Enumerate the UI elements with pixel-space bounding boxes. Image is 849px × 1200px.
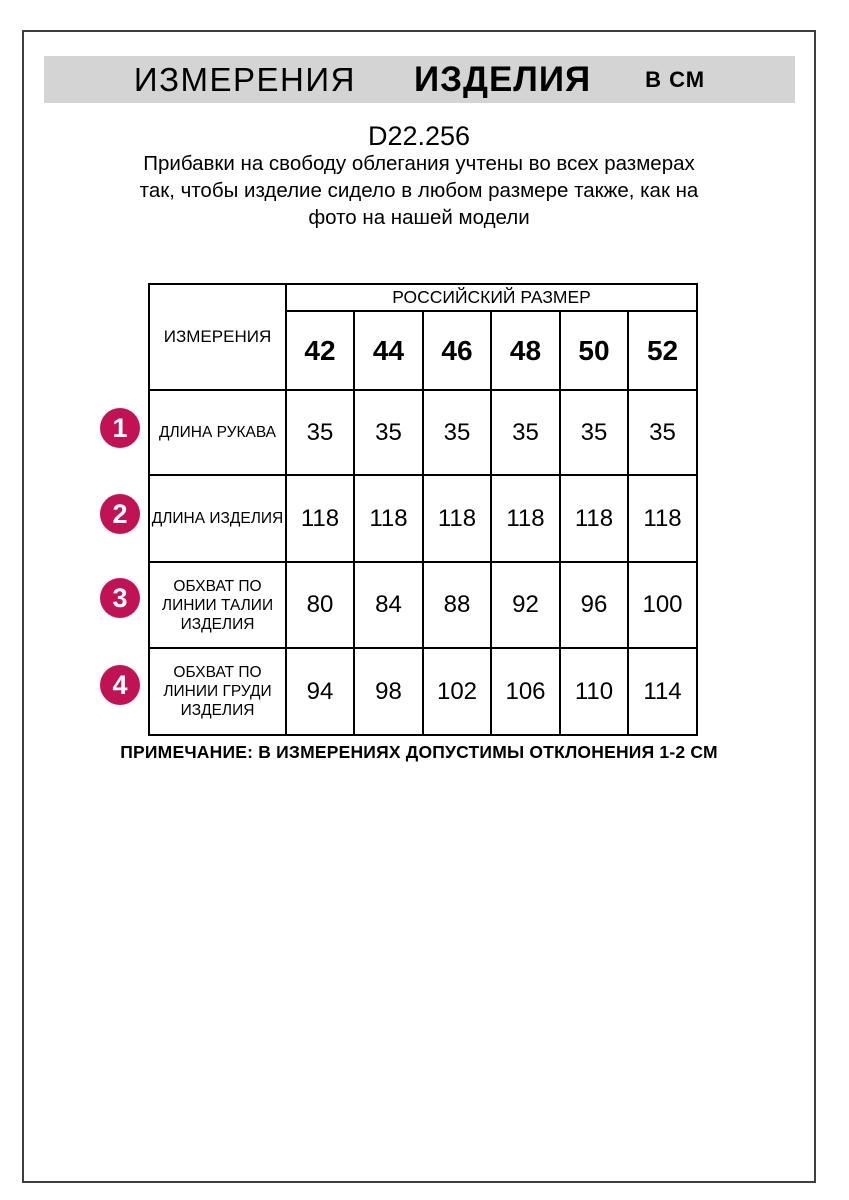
table-group-header: РОССИЙСКИЙ РАЗМЕР — [286, 284, 697, 311]
size-header-50: 50 — [560, 311, 628, 390]
table-cell: 35 — [560, 390, 628, 475]
table-cell: 118 — [628, 475, 697, 562]
row-marker-number: 3 — [112, 582, 128, 613]
table-row — [149, 648, 697, 735]
table-cell: 88 — [423, 562, 491, 648]
title-word-product: ИЗДЕЛИЯ — [413, 59, 592, 99]
row-label-chest-girth: ОБХВАТ ПО ЛИНИИ ГРУДИ ИЗДЕЛИЯ — [149, 648, 286, 735]
title-unit-cm: В СМ — [645, 66, 706, 92]
size-header-44: 44 — [354, 311, 423, 390]
title-word-measurements: ИЗМЕРЕНИЯ — [133, 60, 356, 98]
table-cell: 118 — [491, 475, 560, 562]
fit-description-line: так, чтобы изделие сидело в любом размере также, как на — [139, 179, 699, 202]
row-marker-number: 4 — [112, 669, 128, 700]
table-cell: 114 — [628, 648, 697, 735]
table-row — [149, 390, 697, 475]
row-marker-badge-1 — [100, 408, 140, 448]
size-header-42: 42 — [286, 311, 354, 390]
table-cell: 84 — [354, 562, 423, 648]
row-label-waist-girth: ОБХВАТ ПО ЛИНИИ ТАЛИИ ИЗДЕЛИЯ — [149, 562, 286, 648]
fit-description-line: Прибавки на свободу облегания учтены во всех размерах — [143, 152, 695, 175]
table-cell: 118 — [286, 475, 354, 562]
table-cell: 35 — [286, 390, 354, 475]
table-corner-header: ИЗМЕРЕНИЯ — [149, 284, 286, 390]
row-marker-badge-3 — [100, 578, 140, 618]
size-header-46: 46 — [423, 311, 491, 390]
table-row — [149, 475, 697, 562]
size-header-52: 52 — [628, 311, 697, 390]
table-cell: 35 — [354, 390, 423, 475]
table-cell: 118 — [560, 475, 628, 562]
row-label-item-length: ДЛИНА ИЗДЕЛИЯ — [149, 475, 286, 562]
table-cell: 98 — [354, 648, 423, 735]
row-label-sleeve-length: ДЛИНА РУКАВА — [149, 390, 286, 475]
row-marker-number: 2 — [112, 498, 128, 529]
table-cell: 35 — [491, 390, 560, 475]
deviation-footnote: ПРИМЕЧАНИЕ: В ИЗМЕРЕНИЯХ ДОПУСТИМЫ ОТКЛОНЕНИЯ 1-2 СМ — [120, 742, 718, 762]
table-cell: 100 — [628, 562, 697, 648]
row-marker-number: 1 — [112, 412, 128, 443]
title-bar — [44, 56, 795, 103]
table-cell: 80 — [286, 562, 354, 648]
table-cell: 106 — [491, 648, 560, 735]
table-cell: 35 — [423, 390, 491, 475]
table-cell: 110 — [560, 648, 628, 735]
table-cell: 96 — [560, 562, 628, 648]
table-cell: 94 — [286, 648, 354, 735]
size-header-48: 48 — [491, 311, 560, 390]
table-group-header-row — [149, 284, 697, 311]
fit-description — [22, 150, 816, 231]
table-cell: 118 — [423, 475, 491, 562]
table-cell: 102 — [423, 648, 491, 735]
fit-description-line: фото на нашей модели — [308, 206, 530, 229]
product-code: D22.256 — [367, 121, 471, 151]
row-marker-badge-2 — [100, 494, 140, 534]
table-cell: 92 — [491, 562, 560, 648]
table-row — [149, 562, 697, 648]
row-marker-badge-4 — [100, 665, 140, 705]
table-cell: 35 — [628, 390, 697, 475]
size-table — [148, 283, 698, 736]
table-cell: 118 — [354, 475, 423, 562]
